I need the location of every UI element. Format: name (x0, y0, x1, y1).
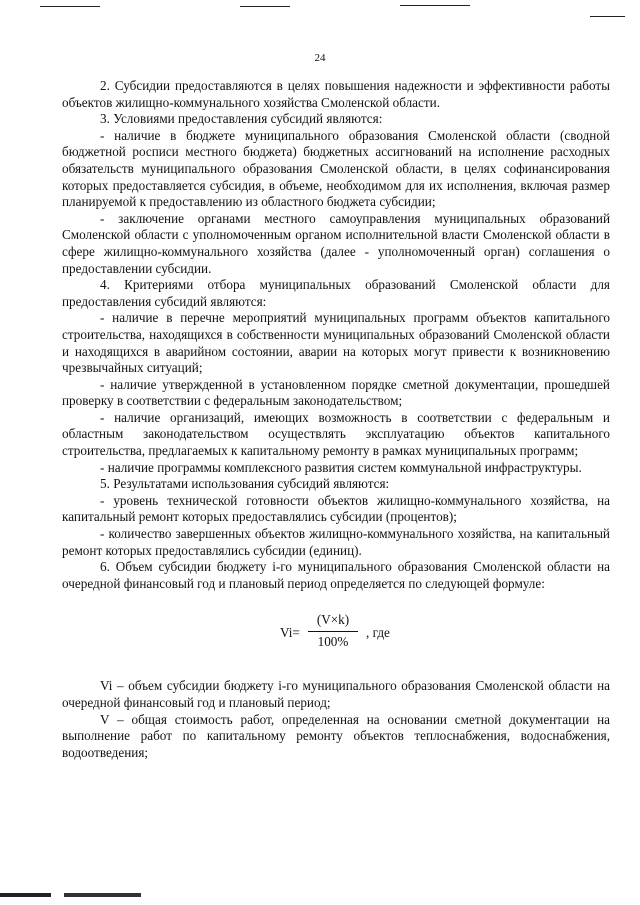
fraction-bar (308, 631, 358, 632)
formula-tail: , где (366, 625, 390, 641)
paragraph: - наличие программы комплексного развития систем коммунальной инфраструктуры. (100, 459, 582, 475)
scan-artifact-line (400, 5, 470, 6)
definition: V – общая стоимость работ, определенная на основании сметной документации на выполнение работ по капитальному ремонту объектов теплоснабжения, водоснабжения, водоотведения; (62, 711, 610, 760)
document-body (62, 78, 610, 761)
paragraph: 6. Объем субсидии бюджету i-го муниципального образования Смоленской области на очередной финансовый год и плановый период определяется по следующей формуле: (62, 559, 610, 591)
subsidy-formula (62, 612, 610, 656)
paragraph: - количество завершенных объектов жилищно-коммунального хозяйства, на капитальный ремонт которых предоставлялись субсидии (единиц). (62, 526, 610, 558)
paragraph: - наличие организаций, имеющих возможность в соответствии с федеральным и областным законодательством осуществлять эксплуатацию объектов капитального строительства, предлагаемых к капитальному ремонту в рамках муниципальных программ; (62, 409, 610, 459)
definition: Vi – объем субсидии бюджету i-го муниципального образования Смоленской области на очередной финансовый год и плановый период; (62, 678, 610, 710)
paragraph: - наличие утвержденной в установленном порядке сметной документации, прошедшей проверку в соответствии с федеральным законодательством; (62, 376, 610, 409)
paragraph: - наличие в перечне мероприятий муниципальных программ объектов капитального строительства, находящихся в собственности муниципальных образований Смоленской области и находящихся в аварийном состоянии, аварии на которых могут привести к возникновению чрезвычайных ситуаций; (62, 310, 610, 376)
paragraph: - наличие в бюджете муниципального образования Смоленской области (сводной бюджетной росписи местного бюджета) бюджетных ассигнований на исполнение расходных обязательств муниципального образования Смоленской области, в целях софинансирования которых предоставляется субсидия, в объеме, необходимом для их исполнения, включая размер планируемой к предоставлению из областного бюджета субсидии; (62, 127, 610, 210)
paragraph: - уровень технической готовности объектов жилищно-коммунального хозяйства, на капитальный ремонт которых предоставлялись субсидии (процентов); (62, 492, 610, 525)
scan-artifact-line (40, 6, 100, 7)
scan-artifact-bottom (0, 893, 640, 897)
scan-artifact-line (240, 6, 290, 7)
scan-artifact-line (590, 16, 625, 17)
page-number: 24 (314, 52, 326, 64)
paragraph: 5. Результатами использования субсидий являются: (100, 476, 390, 492)
formula-numerator: (V×k) (316, 612, 350, 628)
paragraph: 3. Условиями предоставления субсидий являются: (100, 111, 383, 127)
formula-lhs: Vi= (280, 625, 300, 641)
formula-denominator: 100% (317, 634, 349, 649)
paragraph: 4. Критериями отбора муниципальных образований Смоленской области для предоставления субсидий являются: (62, 277, 610, 309)
paragraph: - заключение органами местного самоуправления муниципальных образований Смоленской области с уполномоченным органом исполнительной власти Смоленской области в сфере жилищно-коммунального хозяйства (далее - уполномоченный орган) соглашения о предоставлении субсидии. (62, 210, 610, 276)
paragraph: 2. Субсидии предоставляются в целях повышения надежности и эффективности работы объектов жилищно-коммунального хозяйства Смоленской области. (62, 78, 610, 110)
formula-fraction (308, 612, 358, 650)
